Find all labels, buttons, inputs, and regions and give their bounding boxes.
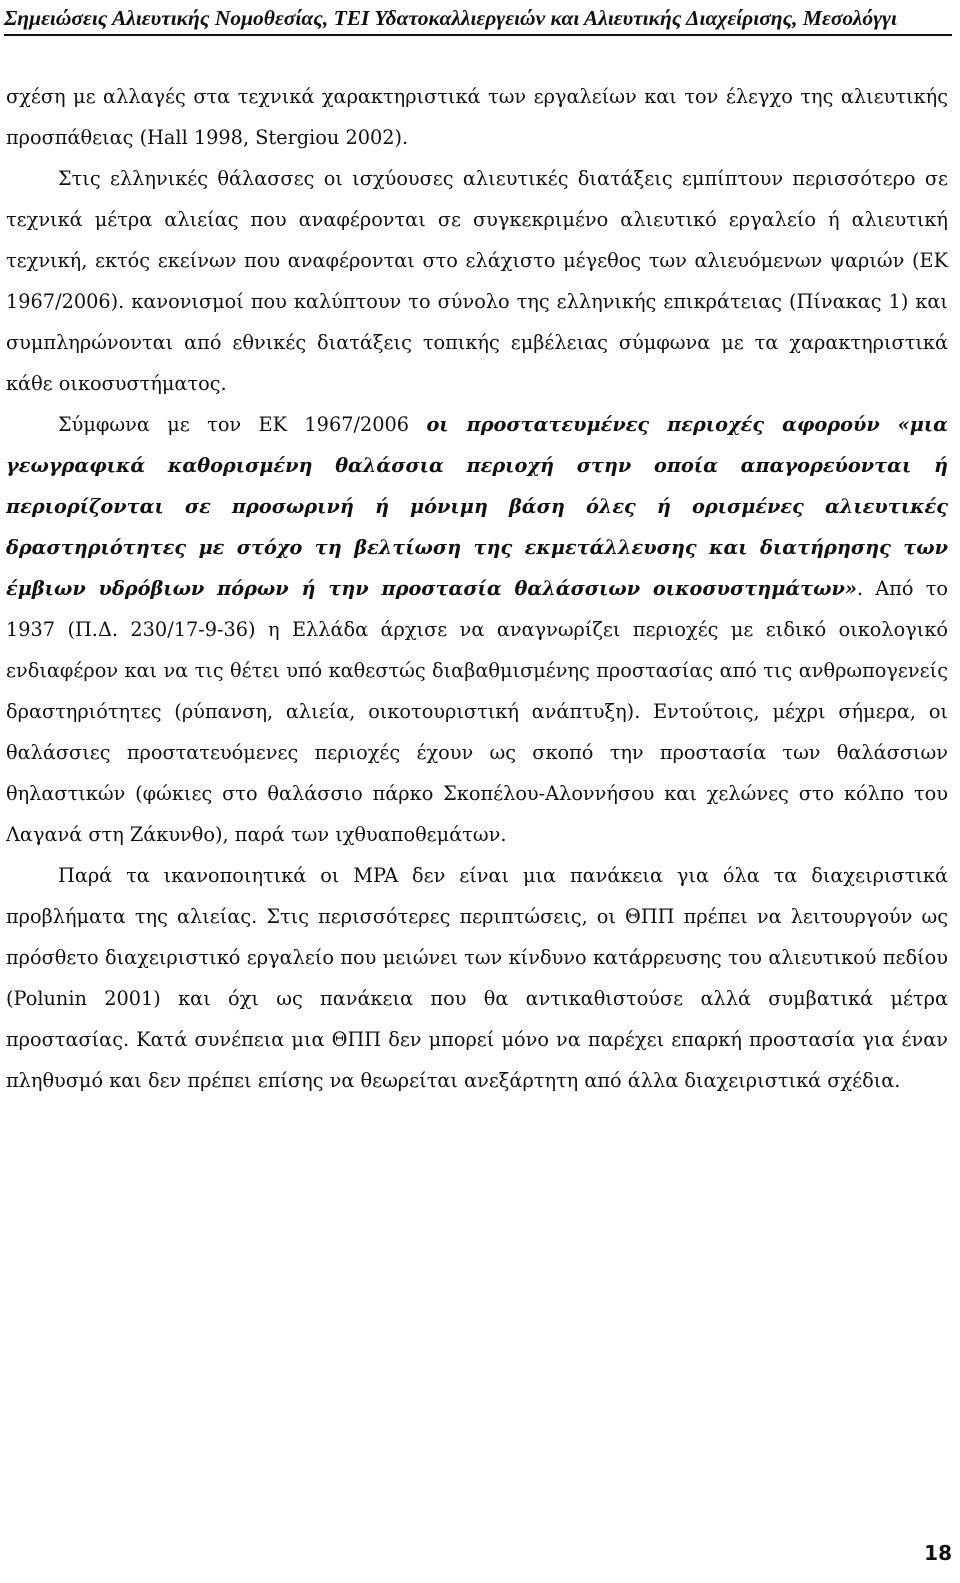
paragraph-3 [6, 404, 948, 855]
paragraph-3-lead: Σύμφωνα με τον ΕΚ 1967/2006 [58, 413, 427, 436]
running-header: Σημειώσεις Αλιευτικής Νομοθεσίας, ΤΕΙ Υδατοκαλλιεργειών και Αλιευτικής Διαχείρισης, Μεσολόγγι [4, 6, 897, 30]
paragraph-4: Παρά τα ικανοποιητικά οι MPA δεν είναι μια πανάκεια για όλα τα διαχειριστικά προβλήματα της αλιείας. Στις περισσότερες περιπτώσεις, οι ΘΠΠ πρέπει να λειτουργούν ως πρόσθετο διαχειριστικό εργαλείο που μειώνει των κίνδυνο κατάρρευσης του αλιευτικού πεδίου (Polunin 2001) και όχι ως πανάκεια που θα αντικαθιστούσε αλλά συμβατικά μέτρα προστασίας. Κατά συνέπεια μια ΘΠΠ δεν μπορεί μόνο να παρέχει επαρκή προστασία για έναν πληθυσμό και δεν πρέπει επίσης να θεωρείται ανεξάρτητη από άλλα διαχειριστικά σχέδια. [6, 864, 948, 1092]
protected-areas-definition: οι προστατευμένες περιοχές αφορούν «μια γεωγραφικά καθορισμένη θαλάσσια περιοχή στην οποία απαγορεύονται ή περιορίζονται σε προσωρινή ή μόνιμη βάση όλες ή ορισμένες αλιευτικές δραστηριότητες με στόχο τη βελτίωση της εκμετάλλευσης και διατήρησης των έμβιων υδρόβιων πόρων ή την προστασία θαλάσσιων οικοσυστημάτων» [6, 413, 949, 600]
paragraph-2: Στις ελληνικές θάλασσες οι ισχύουσες αλιευτικές διατάξεις εμπίπτουν περισσότερο σε τεχνικά μέτρα αλιείας που αναφέρονται σε συγκεκριμένο αλιευτικό εργαλείο ή αλιευτική τεχνική, εκτός εκείνων που αναφέρονται στο ελάχιστο μέγεθος των αλιευόμενων ψαριών (ΕΚ 1967/2006). κανονισμοί που καλύπτουν το σύνολο της ελληνικής επικράτειας (Πίνακας 1) και συμπληρώνονται από εθνικές διατάξεις τοπικής εμβέλειας σύμφωνα με τα χαρακτηριστικά κάθε οικοσυστήματος. [6, 167, 948, 395]
header-rule [4, 34, 952, 36]
paragraph-1: σχέση με αλλαγές στα τεχνικά χαρακτηριστικά των εργαλείων και τον έλεγχο της αλιευτικής προσπάθειας (Hall 1998, Stergiou 2002). [6, 85, 948, 149]
document-body [6, 76, 948, 1101]
paragraph-3-rest: . Από το 1937 (Π.Δ. 230/17-9-36) η Ελλάδα άρχισε να αναγνωρίζει περιοχές με ειδικό οικολογικό ενδιαφέρον και να τις θέτει υπό καθεστώς διαβαθμισμένης προστασίας από τις ανθρωπογενείς δραστηριότητες (ρύπανση, αλιεία, οικοτουριστική ανάπτυξη). Εντούτοις, μέχρι σήμερα, οι θαλάσσιες προστατευόμενες περιοχές έχουν ως σκοπό την προστασία των θαλάσσιων θηλαστικών (φώκιες στο θαλάσσιο πάρκο Σκοπέλου-Αλοννήσου και χελώνες στο κόλπο του Λαγανά στη Ζάκυνθο), παρά των ιχθυαποθεμάτων. [6, 577, 948, 846]
page-number: 18 [924, 1541, 952, 1565]
